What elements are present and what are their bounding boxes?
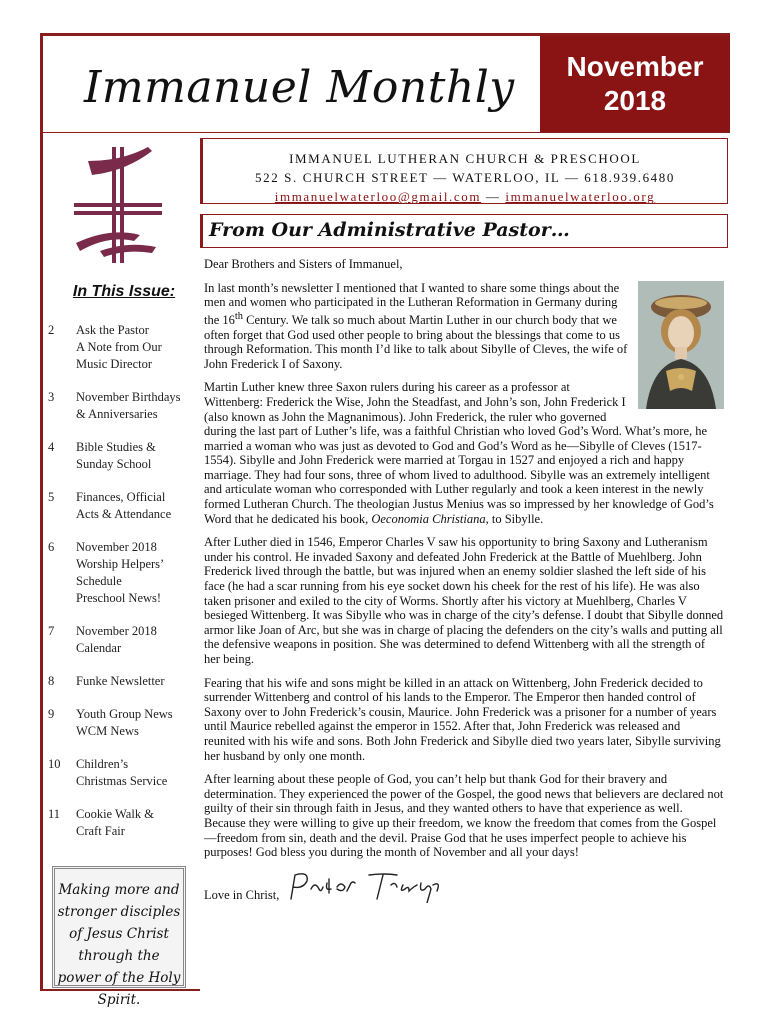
issue-list-item <box>48 489 198 523</box>
issue-item-title <box>76 756 198 790</box>
issue-page-number: 4 <box>48 440 55 454</box>
issue-item-line: Craft Fair <box>76 824 125 838</box>
issue-item-title <box>76 389 198 423</box>
issue-list-item <box>48 673 198 690</box>
article-closing: Love in Christ, <box>204 888 280 903</box>
issue-item-line: November Birthdays <box>76 390 181 404</box>
issue-item-line: Worship Helpers’ <box>76 557 165 571</box>
issue-month: November <box>566 51 704 82</box>
article-paragraph-1: In last month’s newsletter I mentioned that I wanted to share some things about the men and women who participated in the Lutheran Reformation in Germany during the 16th Century. We talk so much about Martin Luther in our church body that we often forget that God used other people to bring about the blessings that come to us through Reformation. This month I’d like to talk about Sibylle of Cleves, the wife of John Frederick I of Saxony. <box>204 280 628 371</box>
issue-item-title <box>76 489 198 523</box>
church-email-link[interactable]: immanuelwaterloo@gmail.com <box>274 189 482 204</box>
issue-year: 2018 <box>603 85 667 116</box>
in-this-issue-list <box>48 322 198 840</box>
church-info-box <box>200 138 728 204</box>
issue-item-line: Preschool News! <box>76 591 162 605</box>
issue-page-number: 8 <box>48 674 55 688</box>
issue-list-item <box>48 389 198 423</box>
issue-item-title <box>76 439 198 473</box>
issue-list-item <box>48 706 198 740</box>
church-name: IMMANUEL LUTHERAN CHURCH & PRESCHOOL <box>289 151 641 166</box>
pastor-signature <box>285 869 465 903</box>
issue-item-line: Christmas Service <box>76 774 168 788</box>
church-website-link[interactable]: immanuelwaterloo.org <box>505 189 656 204</box>
issue-list-item <box>48 439 198 473</box>
issue-page-number: 5 <box>48 490 55 504</box>
issue-page-number: 11 <box>48 807 61 821</box>
issue-item-title <box>76 806 198 840</box>
article-paragraph-4: Fearing that his wife and sons might be killed in an attack on Wittenberg, John Frederick decided to surrender Wittenberg and control of his lands to the Emperor. The Emperor then handed control of Saxony over to John Frederick’s cousin, Maurice. John Frederick was a prisoner for a number of years until Maurice rebelled against the emperor in 1552. After that, John Frederick was released and reunited with his wife and sons. Both John Frederick and Sibylle died two years later, Sibylle surviving her husband by only one month. <box>204 675 721 763</box>
issue-item-line: Acts & Attendance <box>76 507 172 521</box>
masthead-divider <box>43 132 730 133</box>
pastor-article <box>204 257 724 903</box>
in-this-issue-heading: In This Issue: <box>72 283 176 300</box>
issue-item-line: Youth Group News <box>76 707 173 721</box>
issue-list-item <box>48 539 198 607</box>
issue-item-line: Sunday School <box>76 457 152 471</box>
issue-item-title <box>76 706 198 740</box>
article-heading: From Our Administrative Pastor… <box>200 214 728 248</box>
church-address: 522 S. CHURCH STREET — WATERLOO, IL — 618.939.6480 <box>255 170 675 185</box>
issue-item-line: November 2018 <box>76 540 157 554</box>
issue-page-number: 9 <box>48 707 55 721</box>
issue-item-line: Music Director <box>76 357 153 371</box>
article-paragraph-3: After Luther died in 1546, Emperor Charles V saw his opportunity to bring Saxony and Lutheranism under his control. He invaded Saxony and defeated John Frederick at the Battle of Muehlberg. John Frederick lived through the battle, but was injured when an enemy soldier slashed the left side of his face (he had a scar running from his eye socket down his cheek for the rest of his life). He was also taken prisoner and exiled to the city of Worms. Shortly after his victory at Muehlberg, Charles V besieged Wittenberg. It was Sibylle who was in charge of the city’s defense. I doubt that Sibylle donned armor like Joan of Arc, but she was in charge of placing the defenders on the city’s walls and putting all the defensive weapons in position. She was determined to defend Wittenberg with all the strength of her being. <box>204 535 724 666</box>
issue-item-line: & Anniversaries <box>76 407 158 421</box>
issue-item-line: Bible Studies & <box>76 440 156 454</box>
issue-item-line: November 2018 <box>76 624 157 638</box>
contact-separator: — <box>481 189 506 204</box>
issue-item-title <box>76 322 198 373</box>
article-paragraph-2: Martin Luther knew three Saxon rulers during his career as a professor at Wittenberg: Frederick the Wise, John the Steadfast, and John’s son, John Frederick I (also known as John the Magnanimous). John Frederick, the ruler who governed during the last part of Luther’s life, was a faithful Christian who loved God’s Word. What’s more, he married a woman who was just as devoted to God and God’s Word as he—Sibylle of Cleves (1517-1554). Sibylle and John Frederick were married at Torgau in 1527 and enjoyed a rich and happy marriage. They had four sons, three of whom lived to adulthood. Sibylle was an extremely intelligent and articulate woman who corresponded with Luther regularly and took a keen interest in the newly formed Lutheran Church. The theologian Justus Menius was so impressed by her knowledge of God’s Word that he dedicated his book, Oeconomia Christiana, to Sibylle. <box>204 380 714 526</box>
issue-item-line: Children’s <box>76 757 129 771</box>
issue-list-item <box>48 322 198 373</box>
issue-item-line: Schedule <box>76 574 122 588</box>
issue-list-item <box>48 623 198 657</box>
issue-page-number: 10 <box>48 757 61 771</box>
sibylle-of-cleves-portrait <box>638 281 724 409</box>
issue-page-number: 3 <box>48 390 55 404</box>
issue-page-number: 2 <box>48 323 55 337</box>
issue-item-line: Ask the Pastor <box>76 323 149 337</box>
issue-item-line: Cookie Walk & <box>76 807 154 821</box>
article-greeting: Dear Brothers and Sisters of Immanuel, <box>204 257 403 271</box>
issue-list-item <box>48 756 198 790</box>
newsletter-title: Immanuel Monthly <box>84 62 515 113</box>
lutheran-cross-logo-icon <box>70 143 166 271</box>
issue-item-line: Calendar <box>76 641 122 655</box>
issue-item-line: Funke Newsletter <box>76 674 165 688</box>
issue-item-title <box>76 623 198 657</box>
church-contact <box>203 187 727 206</box>
issue-page-number: 7 <box>48 624 55 638</box>
issue-item-title <box>76 673 198 690</box>
article-signoff <box>204 869 724 903</box>
church-motto: Making more and stronger disciples of Jesus Christ through the power of the Holy Spirit. <box>52 866 186 988</box>
issue-list-item <box>48 806 198 840</box>
issue-item-line: A Note from Our <box>76 340 162 354</box>
page-frame-left <box>40 33 43 991</box>
issue-date-box <box>540 36 730 132</box>
issue-item-title <box>76 539 198 607</box>
issue-item-line: Finances, Official <box>76 490 166 504</box>
article-paragraph-5: After learning about these people of God, you can’t help but thank God for their bravery and determination. They experienced the power of the Gospel, the good news that believers are declared not guilty of their sin through faith in Jesus, and they wanted others to have that experience as well. Because they were willing to give up their freedom, we know the freedom that comes from the Gospel—freedom from sin, death and the devil. Praise God that he uses imperfect people to achieve his purposes! God bless you during the month of November and all your days! <box>204 772 724 860</box>
issue-item-line: WCM News <box>76 724 139 738</box>
issue-page-number: 6 <box>48 540 55 554</box>
